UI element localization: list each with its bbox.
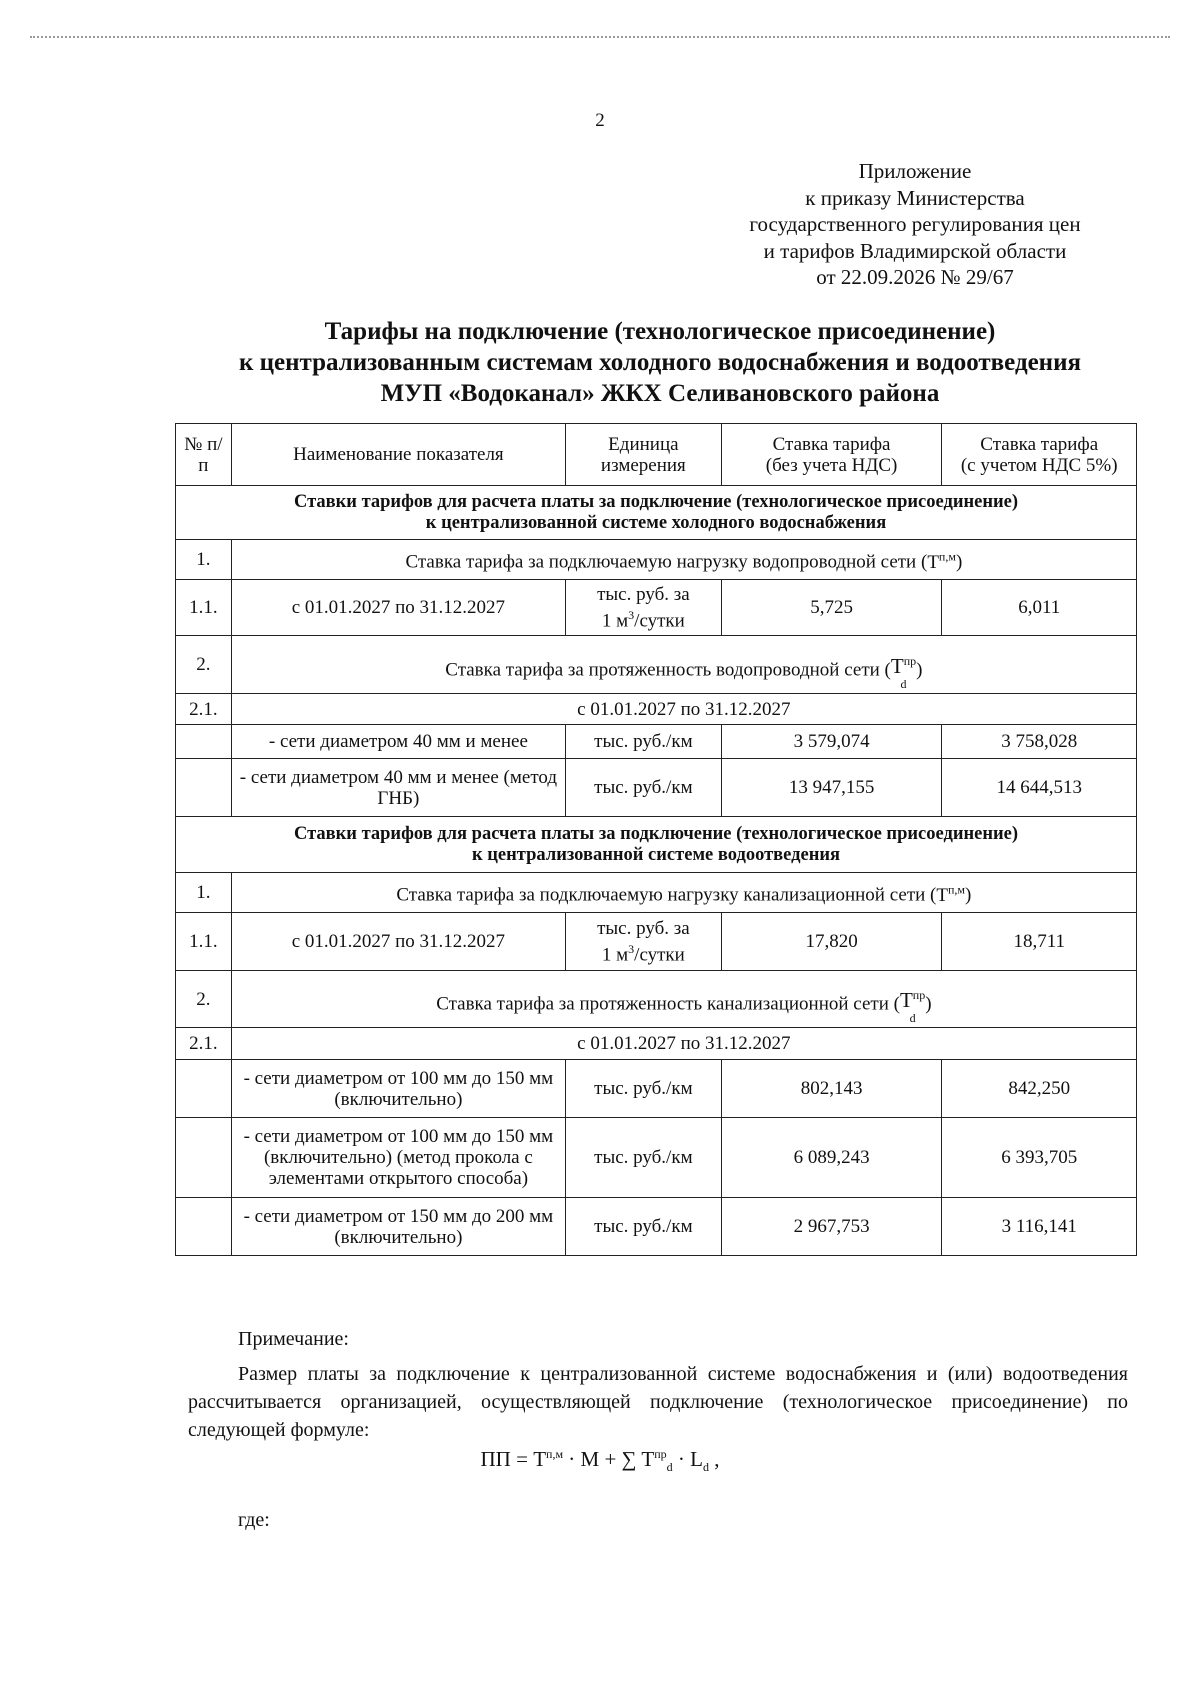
tariff-symbol (900, 985, 925, 1025)
table-row (176, 1198, 1137, 1256)
symbol-sup: п,м (947, 882, 965, 897)
symbol-sup: пр (903, 653, 917, 668)
where-label: где: (238, 1509, 270, 1531)
unit-line: 1 м (601, 944, 629, 966)
title-line: МУП «Водоканал» ЖКХ Селивановского района (380, 380, 940, 407)
row-num (176, 759, 232, 817)
row-unit: тыс. руб./км (566, 1060, 722, 1118)
section-line: Ставки тарифов для расчета платы за подключение (технологическое присоединение) (293, 823, 1019, 844)
tariff-symbol (927, 549, 956, 573)
symbol-sub: d (900, 676, 907, 691)
section-water-heading (176, 486, 1137, 540)
row-heading-close: ) (955, 551, 963, 573)
unit-line: /сутки (634, 610, 685, 632)
header-vat-line: (с учетом НДС 5%) (960, 454, 1118, 476)
row-rate-vat: 3 758,028 (942, 725, 1137, 759)
title-line: к централизованным системам холодного водоснабжения и водоотведения (238, 349, 1082, 376)
row-rate: 2 967,753 (721, 1198, 942, 1256)
unit-line: тыс. руб. за (597, 583, 690, 605)
row-rate: 802,143 (721, 1060, 942, 1118)
header-num: № п/п (176, 424, 232, 486)
symbol-sub: d (909, 1011, 916, 1025)
symbol-t: T (899, 988, 913, 1012)
header-rate-vat (942, 424, 1137, 486)
table-row (176, 913, 1137, 971)
row-heading-close: ) (965, 884, 972, 906)
appendix-line: и тарифов Владимирской области (763, 238, 1067, 263)
row-unit: тыс. руб./км (566, 1198, 722, 1256)
row-rate: 5,725 (721, 580, 942, 636)
header-name: Наименование показателя (231, 424, 565, 486)
unit-line: /сутки (634, 944, 685, 966)
row-period: с 01.01.2027 по 31.12.2027 (231, 694, 1136, 725)
row-heading-close: ) (925, 993, 932, 1015)
row-period: с 01.01.2027 по 31.12.2027 (231, 913, 565, 971)
table-row (176, 725, 1137, 759)
row-rate: 6 089,243 (721, 1118, 942, 1198)
document-title (60, 316, 1200, 409)
row-num: 2. (176, 636, 232, 694)
row-unit: тыс. руб./км (566, 1118, 722, 1198)
row-heading (231, 971, 1136, 1028)
row-rate-vat: 6 393,705 (942, 1118, 1137, 1198)
formula-sup: пр (654, 1447, 667, 1461)
appendix-line: Приложение (858, 159, 972, 183)
table-row (176, 759, 1137, 817)
row-num (176, 1060, 232, 1118)
row-rate: 3 579,074 (721, 725, 942, 759)
row-num: 1.1. (176, 913, 232, 971)
row-unit: тыс. руб./км (566, 759, 722, 817)
header-unit-line: Единица (608, 433, 679, 455)
header-rate-line: (без учета НДС) (765, 454, 898, 476)
section-sewer-row (176, 817, 1137, 873)
row-unit: тыс. руб./км (566, 725, 722, 759)
payment-formula (0, 1447, 1200, 1475)
formula-part: · M + ∑ T (563, 1447, 655, 1471)
row-rate-vat: 14 644,513 (942, 759, 1137, 817)
header-vat-line: Ставка тарифа (980, 433, 1099, 455)
row-heading-text: Ставка тарифа за протяженность канализационной сети ( (436, 993, 900, 1015)
row-name: - сети диаметром 40 мм и менее (231, 725, 565, 759)
title-line: Тарифы на подключение (технологическое присоединение) (324, 318, 996, 345)
table-row (176, 580, 1137, 636)
row-rate: 17,820 (721, 913, 942, 971)
symbol-sup: п,м (938, 549, 956, 564)
table-row (176, 873, 1137, 913)
symbol-t: T (936, 884, 948, 906)
row-unit (566, 913, 722, 971)
section-line: к централизованной системе водоотведения (471, 844, 841, 865)
row-rate-vat: 6,011 (942, 580, 1137, 636)
row-name: - сети диаметром от 100 мм до 150 мм (включительно) (231, 1060, 565, 1118)
table-header-row (176, 424, 1137, 486)
row-num: 2.1. (176, 694, 232, 725)
row-period: с 01.01.2027 по 31.12.2027 (231, 580, 565, 636)
table-row (176, 636, 1137, 694)
formula-part: ПП = T (480, 1447, 547, 1471)
row-heading-text: Ставка тарифа за подключаемую нагрузку канализационной сети ( (396, 884, 937, 906)
row-name: - сети диаметром 40 мм и менее (метод ГНБ) (231, 759, 565, 817)
row-rate: 13 947,155 (721, 759, 942, 817)
note-heading: Примечание: (238, 1328, 349, 1350)
row-rate-vat: 3 116,141 (942, 1198, 1137, 1256)
page-number: 2 (595, 110, 605, 131)
row-unit (566, 580, 722, 636)
formula-sup: п,м (546, 1447, 564, 1461)
row-period: с 01.01.2027 по 31.12.2027 (231, 1028, 1136, 1060)
section-water-row (176, 486, 1137, 540)
row-heading-text: Ставка тарифа за подключаемую нагрузку водопроводной сети ( (405, 551, 928, 573)
row-num (176, 725, 232, 759)
header-rate-line: Ставка тарифа (772, 433, 891, 455)
formula-part: , (708, 1447, 720, 1471)
row-heading (231, 540, 1136, 580)
appendix-line: к приказу Министерства (805, 185, 1025, 210)
header-unit (566, 424, 722, 486)
table-row (176, 1060, 1137, 1118)
tariff-symbol (891, 651, 916, 691)
table-row (176, 540, 1137, 580)
row-heading (231, 636, 1136, 694)
symbol-t: T (890, 653, 904, 678)
row-num: 2.1. (176, 1028, 232, 1060)
section-sewer-heading (176, 817, 1137, 873)
table-row (176, 1118, 1137, 1198)
row-num: 2. (176, 971, 232, 1028)
appendix-line: государственного регулирования цен (749, 212, 1081, 236)
tariff-table (175, 423, 1137, 1256)
symbol-t: T (927, 551, 939, 573)
formula-part: · L (672, 1447, 703, 1471)
row-name: - сети диаметром от 150 мм до 200 мм (включительно) (231, 1198, 565, 1256)
row-name: - сети диаметром от 100 мм до 150 мм (включительно) (метод прокола с элементами открытого способа) (231, 1118, 565, 1198)
row-num: 1.1. (176, 580, 232, 636)
table-row (176, 971, 1137, 1028)
row-num: 1. (176, 540, 232, 580)
tariff-symbol (936, 882, 965, 906)
section-line: к централизованной системе холодного водоснабжения (425, 512, 887, 533)
row-num (176, 1118, 232, 1198)
note-text: Размер платы за подключение к централизованной системе водоснабжения и (или) водоотведения рассчитывается организацией, осуществляющей подключение (технологическое присоединение) по следующей формуле: (188, 1363, 1128, 1441)
row-rate-vat: 842,250 (942, 1060, 1137, 1118)
row-rate-vat: 18,711 (942, 913, 1137, 971)
row-num: 1. (176, 873, 232, 913)
symbol-sup: пр (912, 988, 926, 1002)
formula-sub: d (702, 1460, 709, 1475)
scan-artifact-line (30, 36, 1170, 38)
table-row (176, 694, 1137, 725)
row-num (176, 1198, 232, 1256)
formula-sub: d (666, 1460, 673, 1475)
header-unit-line: измерения (600, 454, 686, 476)
unit-sup: 3 (628, 941, 635, 956)
unit-line: 1 м (601, 610, 629, 632)
appendix-date: от 22.09.2026 № 29/67 (816, 265, 1014, 289)
unit-sup: 3 (628, 607, 635, 622)
unit-line: тыс. руб. за (597, 917, 690, 939)
section-line: Ставки тарифов для расчета платы за подключение (технологическое присоединение) (293, 491, 1019, 512)
row-heading-text: Ставка тарифа за протяженность водопроводной сети ( (445, 658, 891, 680)
header-rate (721, 424, 942, 486)
appendix-block (700, 158, 1130, 291)
row-heading (231, 873, 1136, 913)
row-heading-close: ) (916, 658, 923, 680)
table-row (176, 1028, 1137, 1060)
